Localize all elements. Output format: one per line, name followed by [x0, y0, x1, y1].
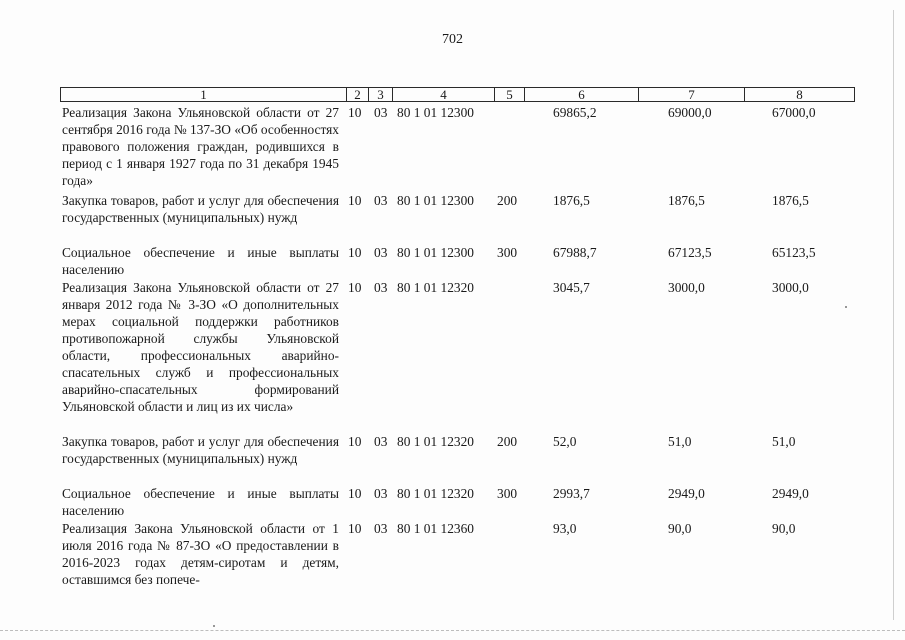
row-expense-type: 300: [497, 486, 518, 501]
row-value-col7: 90,0: [668, 521, 692, 536]
table-row: [60, 192, 855, 244]
row-subsection: 03: [374, 486, 388, 501]
row-description: Социальное обеспечение и иные выплаты населению: [62, 486, 339, 518]
table-row: [60, 104, 855, 192]
row-target-code: 80 1 01 12300: [397, 245, 474, 260]
row-section: 10: [348, 105, 362, 120]
scan-edge-bottom: [0, 630, 905, 632]
row-expense-type: 200: [497, 193, 518, 208]
header-col-7: 7: [638, 88, 744, 101]
row-subsection: 03: [374, 105, 388, 120]
row-target-code: 80 1 01 12360: [397, 521, 474, 536]
row-value-col6: 1876,5: [553, 193, 590, 208]
row-value-col6: 2993,7: [553, 486, 590, 501]
table-row: [60, 244, 855, 279]
header-col-3: 3: [368, 88, 392, 101]
row-description: Закупка товаров, работ и услуг для обеспечения государственных (муниципальных) нужд: [62, 193, 339, 225]
row-value-col7: 3000,0: [668, 280, 705, 295]
header-col-6: 6: [524, 88, 638, 101]
row-expense-type: 200: [497, 434, 518, 449]
row-section: 10: [348, 245, 362, 260]
row-description: Реализация Закона Ульяновской области от 27 сентября 2016 года № 137-ЗО «Об особенностях правового положения граждан, родившихся в период с 1 января 1927 года по 31 декабря 1945 года»: [62, 105, 339, 188]
row-section: 10: [348, 434, 362, 449]
header-col-2: 2: [346, 88, 368, 101]
header-col-4: 4: [392, 88, 494, 101]
header-col-5: 5: [494, 88, 524, 101]
row-target-code: 80 1 01 12300: [397, 105, 474, 120]
row-description: Закупка товаров, работ и услуг для обеспечения государственных (муниципальных) нужд: [62, 434, 339, 466]
row-value-col7: 69000,0: [668, 105, 712, 120]
table-row: [60, 279, 855, 433]
row-value-col7: 51,0: [668, 434, 692, 449]
row-value-col8: 2949,0: [772, 486, 809, 501]
row-value-col7: 2949,0: [668, 486, 705, 501]
page-number: 702: [442, 32, 463, 47]
row-expense-type: 300: [497, 245, 518, 260]
row-description: Реализация Закона Ульяновской области от 1 июля 2016 года № 87-ЗО «О предоставлении в 2016-2023 годах детям-сиротам и детям, оставшимся без попече-: [62, 521, 339, 587]
row-value-col6: 52,0: [553, 434, 577, 449]
row-subsection: 03: [374, 434, 388, 449]
table-row: [60, 433, 855, 485]
row-value-col6: 3045,7: [553, 280, 590, 295]
row-section: 10: [348, 193, 362, 208]
table-header-row: [60, 87, 855, 102]
row-section: 10: [348, 521, 362, 536]
header-col-8: 8: [744, 88, 854, 101]
row-value-col8: 3000,0: [772, 280, 809, 295]
row-value-col8: 90,0: [772, 521, 796, 536]
row-subsection: 03: [374, 193, 388, 208]
row-value-col8: 51,0: [772, 434, 796, 449]
scan-speck: [213, 625, 215, 627]
row-target-code: 80 1 01 12320: [397, 434, 474, 449]
table-row: [60, 485, 855, 520]
row-value-col8: 1876,5: [772, 193, 809, 208]
row-description: Социальное обеспечение и иные выплаты населению: [62, 245, 339, 277]
row-value-col6: 67988,7: [553, 245, 597, 260]
table-row: [60, 520, 855, 592]
row-section: 10: [348, 486, 362, 501]
scan-edge-right: [893, 10, 894, 620]
scan-speck: [845, 306, 847, 308]
row-description: Реализация Закона Ульяновской области от 27 января 2012 года № 3-ЗО «О дополнительных мерах социальной поддержки работников противопожарной службы Ульяновской области, профессиональных аварийно-спасательных служб и профессиональных аварийно-спасательных формирований Ульяновской области и лиц из их числа»: [62, 280, 339, 414]
row-value-col8: 67000,0: [772, 105, 816, 120]
row-value-col8: 65123,5: [772, 245, 816, 260]
row-subsection: 03: [374, 280, 388, 295]
row-value-col7: 1876,5: [668, 193, 705, 208]
header-col-1: 1: [200, 87, 207, 102]
row-subsection: 03: [374, 521, 388, 536]
row-target-code: 80 1 01 12320: [397, 486, 474, 501]
row-target-code: 80 1 01 12320: [397, 280, 474, 295]
row-target-code: 80 1 01 12300: [397, 193, 474, 208]
row-section: 10: [348, 280, 362, 295]
row-subsection: 03: [374, 245, 388, 260]
row-value-col6: 93,0: [553, 521, 577, 536]
row-value-col6: 69865,2: [553, 105, 597, 120]
row-value-col7: 67123,5: [668, 245, 712, 260]
